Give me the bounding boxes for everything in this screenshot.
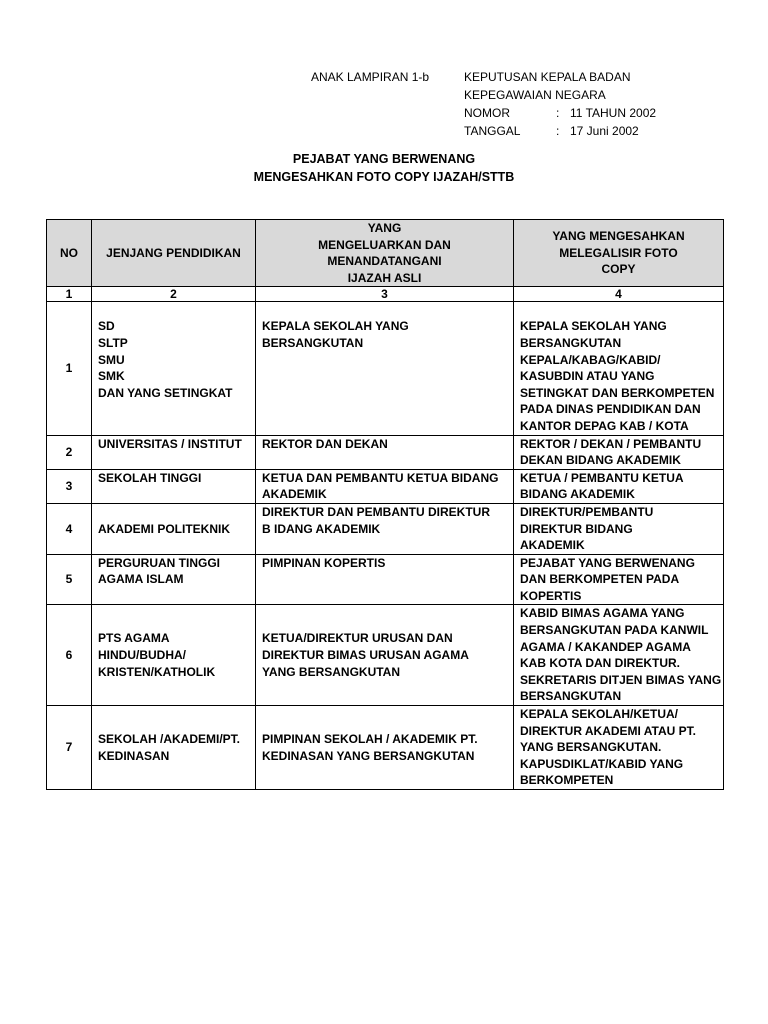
field-value: 11 TAHUN 2002 bbox=[570, 106, 657, 120]
issuer-cell bbox=[256, 706, 514, 790]
cell-line: BERSANGKUTAN PADA KANWIL bbox=[520, 623, 709, 638]
cell-line: SEKOLAH /AKADEMI/PT. bbox=[98, 731, 241, 746]
cell-line: SETINGKAT DAN BERKOMPETEN bbox=[520, 385, 715, 400]
cell-line: DIREKTUR DAN PEMBANTU DIREKTUR bbox=[262, 504, 490, 519]
cell-line: DAN YANG SETINGKAT bbox=[98, 385, 233, 400]
cell-line: AKADEMI POLITEKNIK bbox=[98, 521, 230, 536]
table-row bbox=[47, 503, 724, 554]
cell-line: KEDINASAN bbox=[98, 748, 170, 763]
issuer-cell bbox=[256, 469, 514, 503]
issuer-cell bbox=[256, 605, 514, 706]
field-key: TANGGAL bbox=[464, 124, 521, 138]
authority-table bbox=[46, 219, 724, 790]
cell-line: SD bbox=[98, 319, 115, 334]
cell-line: KEPALA/KABAG/KABID/ bbox=[520, 352, 661, 367]
cell-line: AKADEMIK bbox=[520, 538, 585, 553]
column-number: 2 bbox=[92, 287, 256, 302]
cell-line: DIREKTUR BIMAS URUSAN AGAMA bbox=[262, 647, 469, 662]
cell-line: KEPALA SEKOLAH YANG bbox=[520, 319, 667, 334]
cell-line: REKTOR DAN DEKAN bbox=[262, 436, 388, 451]
table-header-row bbox=[47, 220, 724, 287]
cell-line: DAN BERKOMPETEN PADA bbox=[520, 572, 680, 587]
decree-line: KEPEGAWAIAN NEGARA bbox=[464, 88, 606, 102]
row-number: 1 bbox=[47, 302, 92, 435]
table-row bbox=[47, 554, 724, 605]
cell-line: KEPALA SEKOLAH YANG bbox=[262, 319, 409, 334]
education-level-cell bbox=[92, 554, 256, 605]
field-value: 17 Juni 2002 bbox=[570, 124, 639, 138]
header-jenjang: JENJANG PENDIDIKAN bbox=[92, 220, 256, 287]
title-line: PEJABAT YANG BERWENANG bbox=[292, 152, 476, 166]
cell-line: SMU bbox=[98, 352, 125, 367]
column-number: 1 bbox=[47, 287, 92, 302]
cell-line: PIMPINAN SEKOLAH / AKADEMIK PT. bbox=[262, 731, 478, 746]
cell-line: KASUBDIN ATAU YANG bbox=[520, 369, 655, 384]
table-row bbox=[47, 605, 724, 706]
table-row bbox=[47, 469, 724, 503]
title-line: MENGESAHKAN FOTO COPY IJAZAH/STTB bbox=[253, 170, 515, 184]
header-pengesah: YANG MENGESAHKAN MELEGALISIR FOTO COPY bbox=[514, 220, 724, 287]
cell-line: KETUA/DIREKTUR URUSAN DAN bbox=[262, 631, 453, 646]
cell-line: AGAMA / KAKANDEP AGAMA bbox=[520, 639, 691, 654]
decree-date-field bbox=[464, 122, 656, 140]
cell-line: YANG BERSANGKUTAN bbox=[262, 664, 401, 679]
legalizer-cell bbox=[514, 554, 724, 605]
legalizer-cell bbox=[514, 435, 724, 469]
cell-line: PEJABAT YANG BERWENANG bbox=[520, 555, 695, 570]
cell-line: PIMPINAN KOPERTIS bbox=[262, 555, 386, 570]
column-number: 3 bbox=[256, 287, 514, 302]
header-no: NO bbox=[47, 220, 92, 287]
cell-line: YANG BERSANGKUTAN. bbox=[520, 740, 662, 755]
education-level-cell bbox=[92, 435, 256, 469]
column-number: 4 bbox=[514, 287, 724, 302]
cell-line: BERSANGKUTAN bbox=[262, 335, 364, 350]
table-row bbox=[47, 302, 724, 435]
issuer-cell bbox=[256, 435, 514, 469]
decree-number-field bbox=[464, 104, 656, 122]
decree-header bbox=[464, 68, 656, 140]
legalizer-cell bbox=[514, 469, 724, 503]
cell-line: SLTP bbox=[98, 335, 128, 350]
document-title bbox=[46, 150, 722, 186]
cell-line: BERSANGKUTAN bbox=[520, 689, 622, 704]
cell-line: KANTOR DEPAG KAB / KOTA bbox=[520, 418, 689, 433]
cell-line: SMK bbox=[98, 369, 125, 384]
cell-line: KEPALA SEKOLAH/KETUA/ bbox=[520, 707, 679, 722]
cell-line: AKADEMIK bbox=[262, 487, 327, 502]
cell-line: KAPUSDIKLAT/KABID YANG bbox=[520, 756, 684, 771]
education-level-cell bbox=[92, 302, 256, 435]
cell-line: B IDANG AKADEMIK bbox=[262, 521, 381, 536]
row-number: 6 bbox=[47, 605, 92, 706]
legalizer-cell bbox=[514, 302, 724, 435]
table-row bbox=[47, 435, 724, 469]
cell-line: KRISTEN/KATHOLIK bbox=[98, 664, 216, 679]
cell-line: UNIVERSITAS / INSTITUT bbox=[98, 436, 242, 451]
education-level-cell bbox=[92, 605, 256, 706]
cell-line: SEKRETARIS DITJEN BIMAS YANG bbox=[520, 672, 722, 687]
cell-line: KAB KOTA DAN DIREKTUR. bbox=[520, 656, 680, 671]
education-level-cell bbox=[92, 469, 256, 503]
legalizer-cell bbox=[514, 706, 724, 790]
cell-line: DIREKTUR AKADEMI ATAU PT. bbox=[520, 723, 696, 738]
cell-line: KEDINASAN YANG BERSANGKUTAN bbox=[262, 748, 475, 763]
issuer-cell bbox=[256, 554, 514, 605]
legalizer-cell bbox=[514, 503, 724, 554]
cell-line: DEKAN BIDANG AKADEMIK bbox=[520, 453, 681, 468]
cell-line: DIREKTUR/PEMBANTU bbox=[520, 504, 654, 519]
cell-line: HINDU/BUDHA/ bbox=[98, 647, 186, 662]
cell-line: KETUA / PEMBANTU KETUA bbox=[520, 470, 684, 485]
row-number: 2 bbox=[47, 435, 92, 469]
legalizer-cell bbox=[514, 605, 724, 706]
header-pengeluar: YANG MENGELUARKAN DAN MENANDATANGANI IJAZAH ASLI bbox=[256, 220, 514, 287]
attachment-label: ANAK LAMPIRAN 1-b bbox=[311, 70, 430, 84]
row-number: 4 bbox=[47, 503, 92, 554]
column-number-row bbox=[47, 287, 724, 302]
table-row bbox=[47, 706, 724, 790]
cell-line: AGAMA ISLAM bbox=[98, 572, 184, 587]
cell-line: PADA DINAS PENDIDIKAN DAN bbox=[520, 402, 701, 417]
cell-line: DIREKTUR BIDANG bbox=[520, 521, 633, 536]
education-level-cell bbox=[92, 706, 256, 790]
cell-line: KOPERTIS bbox=[520, 588, 582, 603]
row-number: 3 bbox=[47, 469, 92, 503]
cell-line: PERGURUAN TINGGI bbox=[98, 555, 221, 570]
field-separator: : bbox=[556, 106, 560, 120]
cell-line: KETUA DAN PEMBANTU KETUA BIDANG bbox=[262, 470, 499, 485]
field-key: NOMOR bbox=[464, 106, 510, 120]
cell-line: KABID BIMAS AGAMA YANG bbox=[520, 606, 685, 621]
cell-line: PTS AGAMA bbox=[98, 631, 170, 646]
cell-line: BERKOMPETEN bbox=[520, 773, 614, 788]
issuer-cell bbox=[256, 503, 514, 554]
issuer-cell bbox=[256, 302, 514, 435]
cell-line: REKTOR / DEKAN / PEMBANTU bbox=[520, 436, 702, 451]
row-number: 5 bbox=[47, 554, 92, 605]
row-number: 7 bbox=[47, 706, 92, 790]
cell-line: BIDANG AKADEMIK bbox=[520, 487, 635, 502]
education-level-cell bbox=[92, 503, 256, 554]
field-separator: : bbox=[556, 124, 560, 138]
cell-line: SEKOLAH TINGGI bbox=[98, 470, 202, 485]
cell-line: BERSANGKUTAN bbox=[520, 335, 622, 350]
decree-line: KEPUTUSAN KEPALA BADAN bbox=[464, 70, 631, 84]
